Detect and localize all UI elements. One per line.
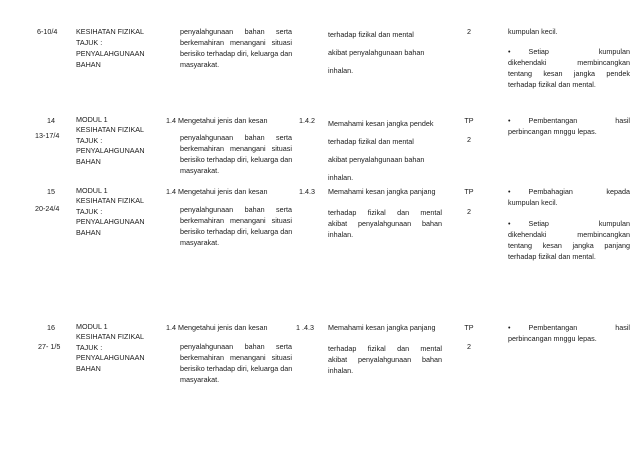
row-standard-text: penyalahgunaan bahan serta berkemahiran menangani situasi berisiko terhadap diri, keluarga dan masyarakat. xyxy=(180,133,293,175)
row-tp-level: 2 xyxy=(467,27,471,36)
activity-bullet: • Pembentangan hasil xyxy=(508,116,630,125)
row-module: MODUL 1 KESIHATAN FIZIKAL TAJUK : PENYALAHGUNAAN BAHAN xyxy=(76,115,145,166)
row-tp-label: TP xyxy=(464,323,474,332)
row-activity: kumpulan kecil. • Setiap kumpulan dikehendaki membincangkan tentang kesan jangka pendek terhadap fizikal dan mental. xyxy=(508,27,630,89)
bullet-icon: • xyxy=(508,116,511,125)
row-tp-level: 2 xyxy=(467,207,471,216)
row-week: 15 xyxy=(47,187,55,196)
row-learning-outcome-title: Memahami kesan jangka panjang xyxy=(328,187,436,196)
row-standard-text: penyalahgunaan bahan serta berkemahiran menangani situasi berisiko terhadap diri, keluarga dan masyarakat. xyxy=(180,342,293,384)
row-module: MODUL 1 KESIHATAN FIZIKAL TAJUK : PENYALAHGUNAAN BAHAN xyxy=(76,186,145,237)
activity-bullet: • Pembahagian kepada xyxy=(508,187,630,196)
row-module: MODUL 1 KESIHATAN FIZIKAL TAJUK : PENYALAHGUNAAN BAHAN xyxy=(76,322,145,373)
row-date: 13-17/4 xyxy=(35,131,60,140)
row-standard-heading: 1.4 Mengetahui jenis dan kesan xyxy=(166,116,268,125)
row-standard-heading: 1.4 Mengetahui jenis dan kesan xyxy=(166,187,268,196)
activity-bullet: • Setiap kumpulan xyxy=(508,47,630,56)
row-tp-label: TP xyxy=(464,116,474,125)
row-learning-outcome-title: Memahami kesan jangka panjang xyxy=(328,323,436,332)
row-lo-code: 1.4.2 xyxy=(299,116,315,125)
row-tp-level: 2 xyxy=(467,342,471,351)
row-date: 27- 1/5 xyxy=(38,342,61,351)
bullet-icon: • xyxy=(508,187,511,196)
activity-bullet: • Setiap kumpulan xyxy=(508,219,630,228)
bullet-icon: • xyxy=(508,47,511,56)
row-tp-label: TP xyxy=(464,187,474,196)
row-module: KESIHATAN FIZIKAL TAJUK : PENYALAHGUNAAN BAHAN xyxy=(76,27,145,69)
row-standard-heading: 1.4 Mengetahui jenis dan kesan xyxy=(166,323,268,332)
row-week: 16 xyxy=(47,323,55,332)
row-learning-outcome: Memahami kesan jangka pendek terhadap fizikal dan mental akibat penyalahgunaan bahan inhalan. xyxy=(328,119,434,182)
row-lo-code: 1.4.3 xyxy=(299,187,315,196)
row-date: 20-24/4 xyxy=(35,204,60,213)
row-week: 14 xyxy=(47,116,55,125)
row-learning-outcome: terhadap fizikal dan mental akibat penyalahgunaan bahan inhalan. xyxy=(328,30,425,75)
row-learning-outcome: terhadap fizikal dan mental akibat penyalahgunaan bahan inhalan. xyxy=(328,208,442,239)
row-activity: • Pembentangan hasil perbincangan mnggu lepas. xyxy=(508,116,630,136)
row-tp-level: 2 xyxy=(467,135,471,144)
row-standard-text: penyalahgunaan bahan serta berkemahiran menangani situasi berisiko terhadap diri, keluarga dan masyarakat. xyxy=(180,205,293,247)
row-activity: • Pembahagian kepada kumpulan kecil. • Setiap kumpulan dikehendaki membincangkan tentang kesan jangka panjang terhadap fizikal dan mental. xyxy=(508,187,630,261)
bullet-icon: • xyxy=(508,323,511,332)
bullet-icon: • xyxy=(508,219,511,228)
row-activity: • Pembentangan hasil perbincangan mnggu lepas. xyxy=(508,323,630,343)
activity-bullet: • Pembentangan hasil xyxy=(508,323,630,332)
row-lo-code: 1 .4.3 xyxy=(296,323,314,332)
row-date: 6-10/4 xyxy=(37,27,58,36)
row-learning-outcome: terhadap fizikal dan mental akibat penyalahgunaan bahan inhalan. xyxy=(328,344,442,375)
row-standard-text: penyalahgunaan bahan serta berkemahiran menangani situasi berisiko terhadap diri, keluarga dan masyarakat. xyxy=(180,27,293,69)
